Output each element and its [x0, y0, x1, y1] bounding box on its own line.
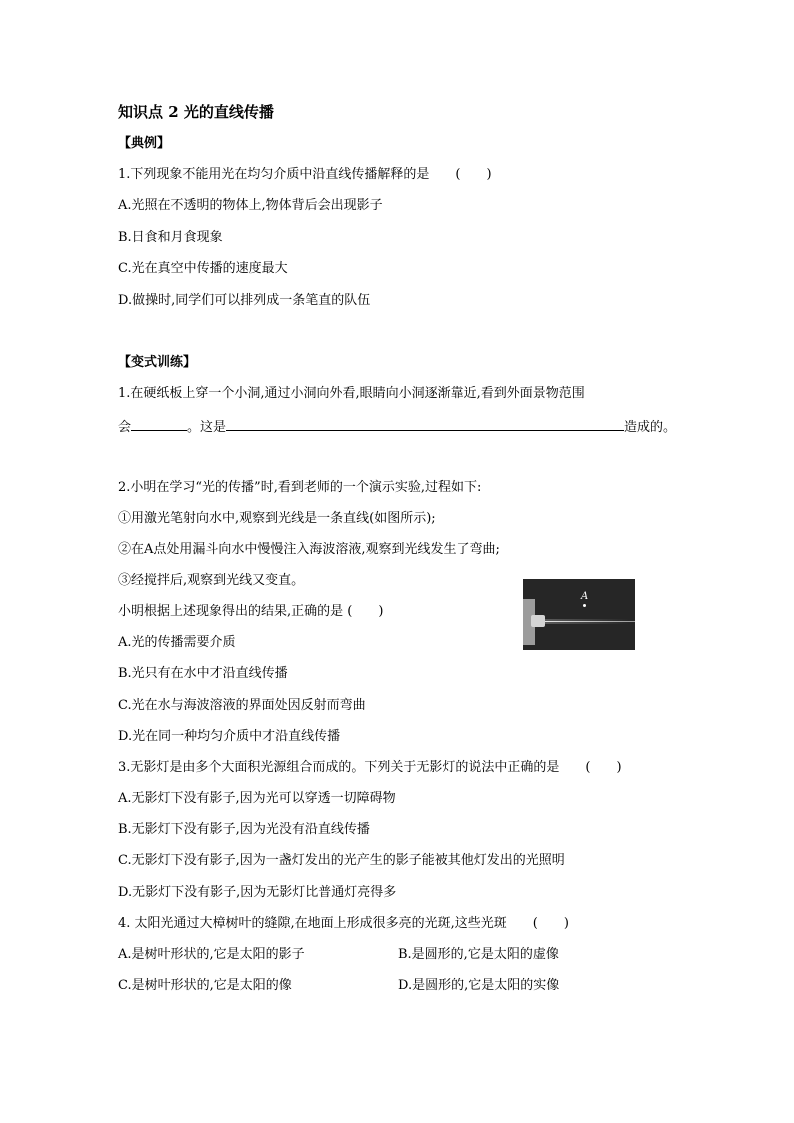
q1-prefix: 会: [118, 420, 132, 435]
q1-middle: 。这是: [187, 420, 227, 435]
laser-pen: [531, 615, 545, 627]
training-q1-line1: 1.在硬纸板上穿一个小洞,通过小洞向外看,眼睛向小洞逐渐靠近,看到外面景物范围: [118, 386, 585, 401]
example-option-b: B.日食和月食现象: [118, 230, 223, 245]
q3-option-a: A.无影灯下没有影子,因为光可以穿透一切障碍物: [118, 791, 396, 806]
training-heading: 【变式训练】: [118, 355, 197, 370]
q1-answer-blank-1[interactable]: [131, 416, 187, 431]
q2-step-1: ①用激光笔射向水中,观察到光线是一条直线(如图所示);: [118, 511, 436, 526]
example-option-a: A.光照在不透明的物体上,物体背后会出现影子: [118, 198, 383, 213]
example-option-d: D.做操时,同学们可以排列成一条笔直的队伍: [118, 293, 371, 308]
q1-suffix: 造成的。: [624, 420, 677, 435]
q2-question: 小明根据上述现象得出的结果,正确的是 ( ): [118, 604, 384, 619]
q4-option-b: B.是圆形的,它是太阳的虚像: [398, 947, 559, 962]
section-title: 知识点 2 光的直线传播: [118, 103, 274, 121]
q2-option-a: A.光的传播需要介质: [118, 635, 236, 650]
q4-option-d: D.是圆形的,它是太阳的实像: [398, 978, 560, 993]
q2-step-2: ②在A点处用漏斗向水中慢慢注入海波溶液,观察到光线发生了弯曲;: [118, 542, 500, 557]
example-heading: 【典例】: [118, 136, 171, 151]
point-a-label: A: [581, 591, 589, 602]
q4-option-a: A.是树叶形状的,它是太阳的影子: [118, 947, 305, 962]
q3-option-d: D.无影灯下没有影子,因为无影灯比普通灯亮得多: [118, 885, 397, 900]
q4-option-c: C.是树叶形状的,它是太阳的像: [118, 978, 292, 993]
laser-beam: [545, 621, 635, 622]
laser-experiment-photo: [523, 579, 635, 650]
point-a-dot: [583, 604, 586, 607]
q3-question: 3.无影灯是由多个大面积光源组合而成的。下列关于无影灯的说法中正确的是 ( ): [118, 760, 622, 775]
training-q1-line2: [118, 416, 676, 437]
q3-option-c: C.无影灯下没有影子,因为一盏灯发出的光产生的影子能被其他灯发出的光照明: [118, 853, 565, 868]
q2-option-b: B.光只有在水中才沿直线传播: [118, 666, 288, 681]
example-option-c: C.光在真空中传播的速度最大: [118, 261, 288, 276]
q3-option-b: B.无影灯下没有影子,因为光没有沿直线传播: [118, 822, 370, 837]
q2-step-3: ③经搅拌后,观察到光线又变直。: [118, 573, 305, 588]
q4-question: 4. 太阳光通过大樟树叶的缝隙,在地面上形成很多亮的光斑,这些光斑 ( ): [118, 916, 569, 931]
q2-intro: 2.小明在学习“光的传播”时,看到老师的一个演示实验,过程如下:: [118, 480, 482, 495]
q2-option-d: D.光在同一种均匀介质中才沿直线传播: [118, 729, 341, 744]
q1-answer-blank-2[interactable]: [226, 416, 624, 431]
example-question: 1.下列现象不能用光在均匀介质中沿直线传播解释的是 ( ): [118, 167, 492, 182]
q2-option-c: C.光在水与海波溶液的界面处因反射而弯曲: [118, 698, 366, 713]
